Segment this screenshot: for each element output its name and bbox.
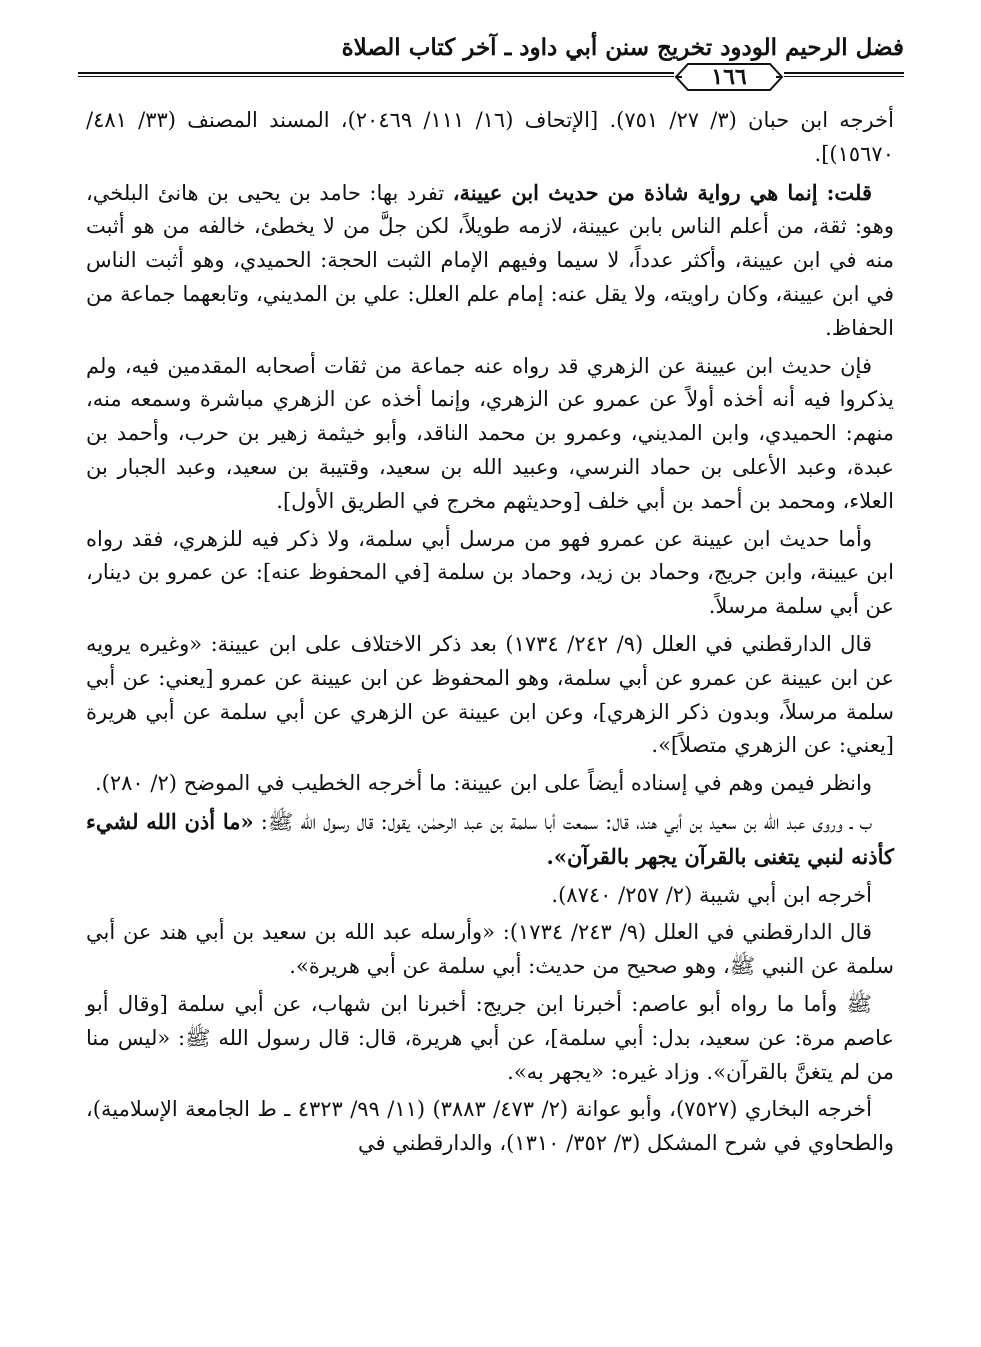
paragraph xyxy=(86,628,894,763)
paragraph xyxy=(86,1093,894,1161)
paragraph xyxy=(86,104,894,172)
paragraph-text: قال الدارقطني في العلل (٩/ ٢٤٣/ ١٧٣٤): «وأرسله عبد الله بن سعيد بن أبي هند عن أبي سلمة عن النبي ﷺ، وهو صحيح من حديث: أبي سلمة عن أبي هريرة». xyxy=(86,920,894,979)
paragraph xyxy=(86,350,894,519)
paragraph xyxy=(86,916,894,984)
paragraph-bold-prefix: قلت: إنما هي رواية شاذة من حديث ابن عيينة، xyxy=(452,179,872,205)
page-number-badge xyxy=(674,62,784,92)
paragraph-text: أخرجه ابن أبي شيبة (٢/ ٢٥٧/ ٨٧٤٠). xyxy=(551,882,872,907)
paragraph-text: وانظر فيمن وهم في إسناده أيضاً على ابن عيينة: ما أخرجه الخطيب في الموضح (٢/ ٢٨٠). xyxy=(94,771,872,796)
page-body xyxy=(86,104,894,1165)
hadith-text-bold: «ما أذن الله لشيء كأذنه لنبي يتغنى بالقرآن يجهر بالقرآن». xyxy=(86,808,894,869)
paragraph xyxy=(86,805,894,875)
paragraph-text: وأما حديث ابن عيينة عن عمرو فهو من مرسل أبي سلمة، ولا ذكر فيه للزهري، فقد رواه ابن عيينة، وابن جريج، وحماد بن زيد، وحماد بن سلمة [في المحفوظ عنه]: عن عمرو بن دينار، عن أبي سلمة مرسلاً. xyxy=(86,526,894,619)
paragraph xyxy=(86,767,894,801)
paragraph-text: أخرجه ابن حبان (٣/ ٢٧/ ٧٥١). [الإتحاف (١٦/ ١١١/ ٢٠٤٦٩)، المسند المصنف (٣٣/ ٤٨١/ ١٥٦٧٠)]. xyxy=(86,108,894,166)
paragraph-text: تفرد بها: حامد بن يحيى بن هانئ البلخي، وهو: ثقة، من أعلم الناس بابن عيينة، لازمه طويلاً، لكن جلَّ من لا يخطئ، خالفه من هو أثبت منه في ابن عيينة، وأكثر عدداً، لا سيما وفيهم الإمام الثبت الحجة: الحميدي، وهو أثبت الناس في ابن عيينة، وكان راويته، ولا يقل عنه: إمام علم العلل: علي بن المديني، وتابعهما جماعة من الحفاظ. xyxy=(86,180,894,340)
paragraph xyxy=(86,176,894,346)
paragraph-text: قال الدارقطني في العلل (٩/ ٢٤٢/ ١٧٣٤) بعد ذكر الاختلاف على ابن عيينة: «وغيره يرويه عن ابن عيينة عن عمرو عن أبي سلمة، وهو المحفوظ عن ابن عيينة عن عمرو [يعني: عن أبي سلمة مرسلاً، وبدون ذكر الزهري]، وعن ابن عيينة عن الزهري عن أبي سلمة عن أبي هريرة [يعني: عن الزهري متصلاً]». xyxy=(86,631,894,758)
paragraph xyxy=(86,988,894,1089)
paragraph-text: فإن حديث ابن عيينة عن الزهري قد رواه عنه جماعة من ثقات أصحابه المقدمين فيه، ولم يذكروا فيه أنه أخذه أولاً عن عمرو عن الزهري، وإنما أخذه عن الزهري مباشرة وسمعه منه، منهم: الحميدي، وابن المديني، وعمرو بن محمد الناقد، وأبو خيثمة زهير بن حرب، وأحمد بن عبدة، وعبد الأعلى بن حماد النرسي، وعبيد الله بن سعيد، وقتيبة بن سعيد، وعبد الجبار بن العلاء، ومحمد بن أحمد بن أبي خلف [وحديثهم مخرج في الطريق الأول]. xyxy=(86,353,894,513)
paragraph xyxy=(86,879,894,913)
paragraph-text: ﷺ وأما ما رواه أبو عاصم: أخبرنا ابن جريج: أخبرنا ابن شهاب، عن أبي سلمة [وقال أبو عاصم مرة: عن سعيد، بدل: أبي سلمة]، عن أبي هريرة، قال: قال رسول الله ﷺ: «ليس منا من لم يتغنَّ بالقرآن». وزاد غيره: «يجهر به». xyxy=(86,991,894,1084)
page-header xyxy=(78,30,904,100)
paragraph-text: أخرجه البخاري (٧٥٢٧)، وأبو عوانة (٢/ ٤٧٣/ ٣٨٨٣) (١١/ ٩٩/ ٤٣٢٣ ـ ط الجامعة الإسلامية)، والطحاوي في شرح المشكل (٣/ ٣٥٢/ ١٣١٠)، والدارقطني في xyxy=(86,1097,894,1156)
paragraph-text: ب ـ وروى عبد الله بن سعيد بن أبي هند، قال: سمعت أبا سلمة بن عبد الرحمٰن، يقول: قال رسول الله ﷺ: xyxy=(253,809,872,834)
running-title: فضل الرحيم الودود تخريج سنن أبي داود ـ آخر كتاب الصلاة xyxy=(341,34,904,61)
page-number: ١٦٦ xyxy=(711,64,747,90)
paragraph xyxy=(86,523,894,624)
